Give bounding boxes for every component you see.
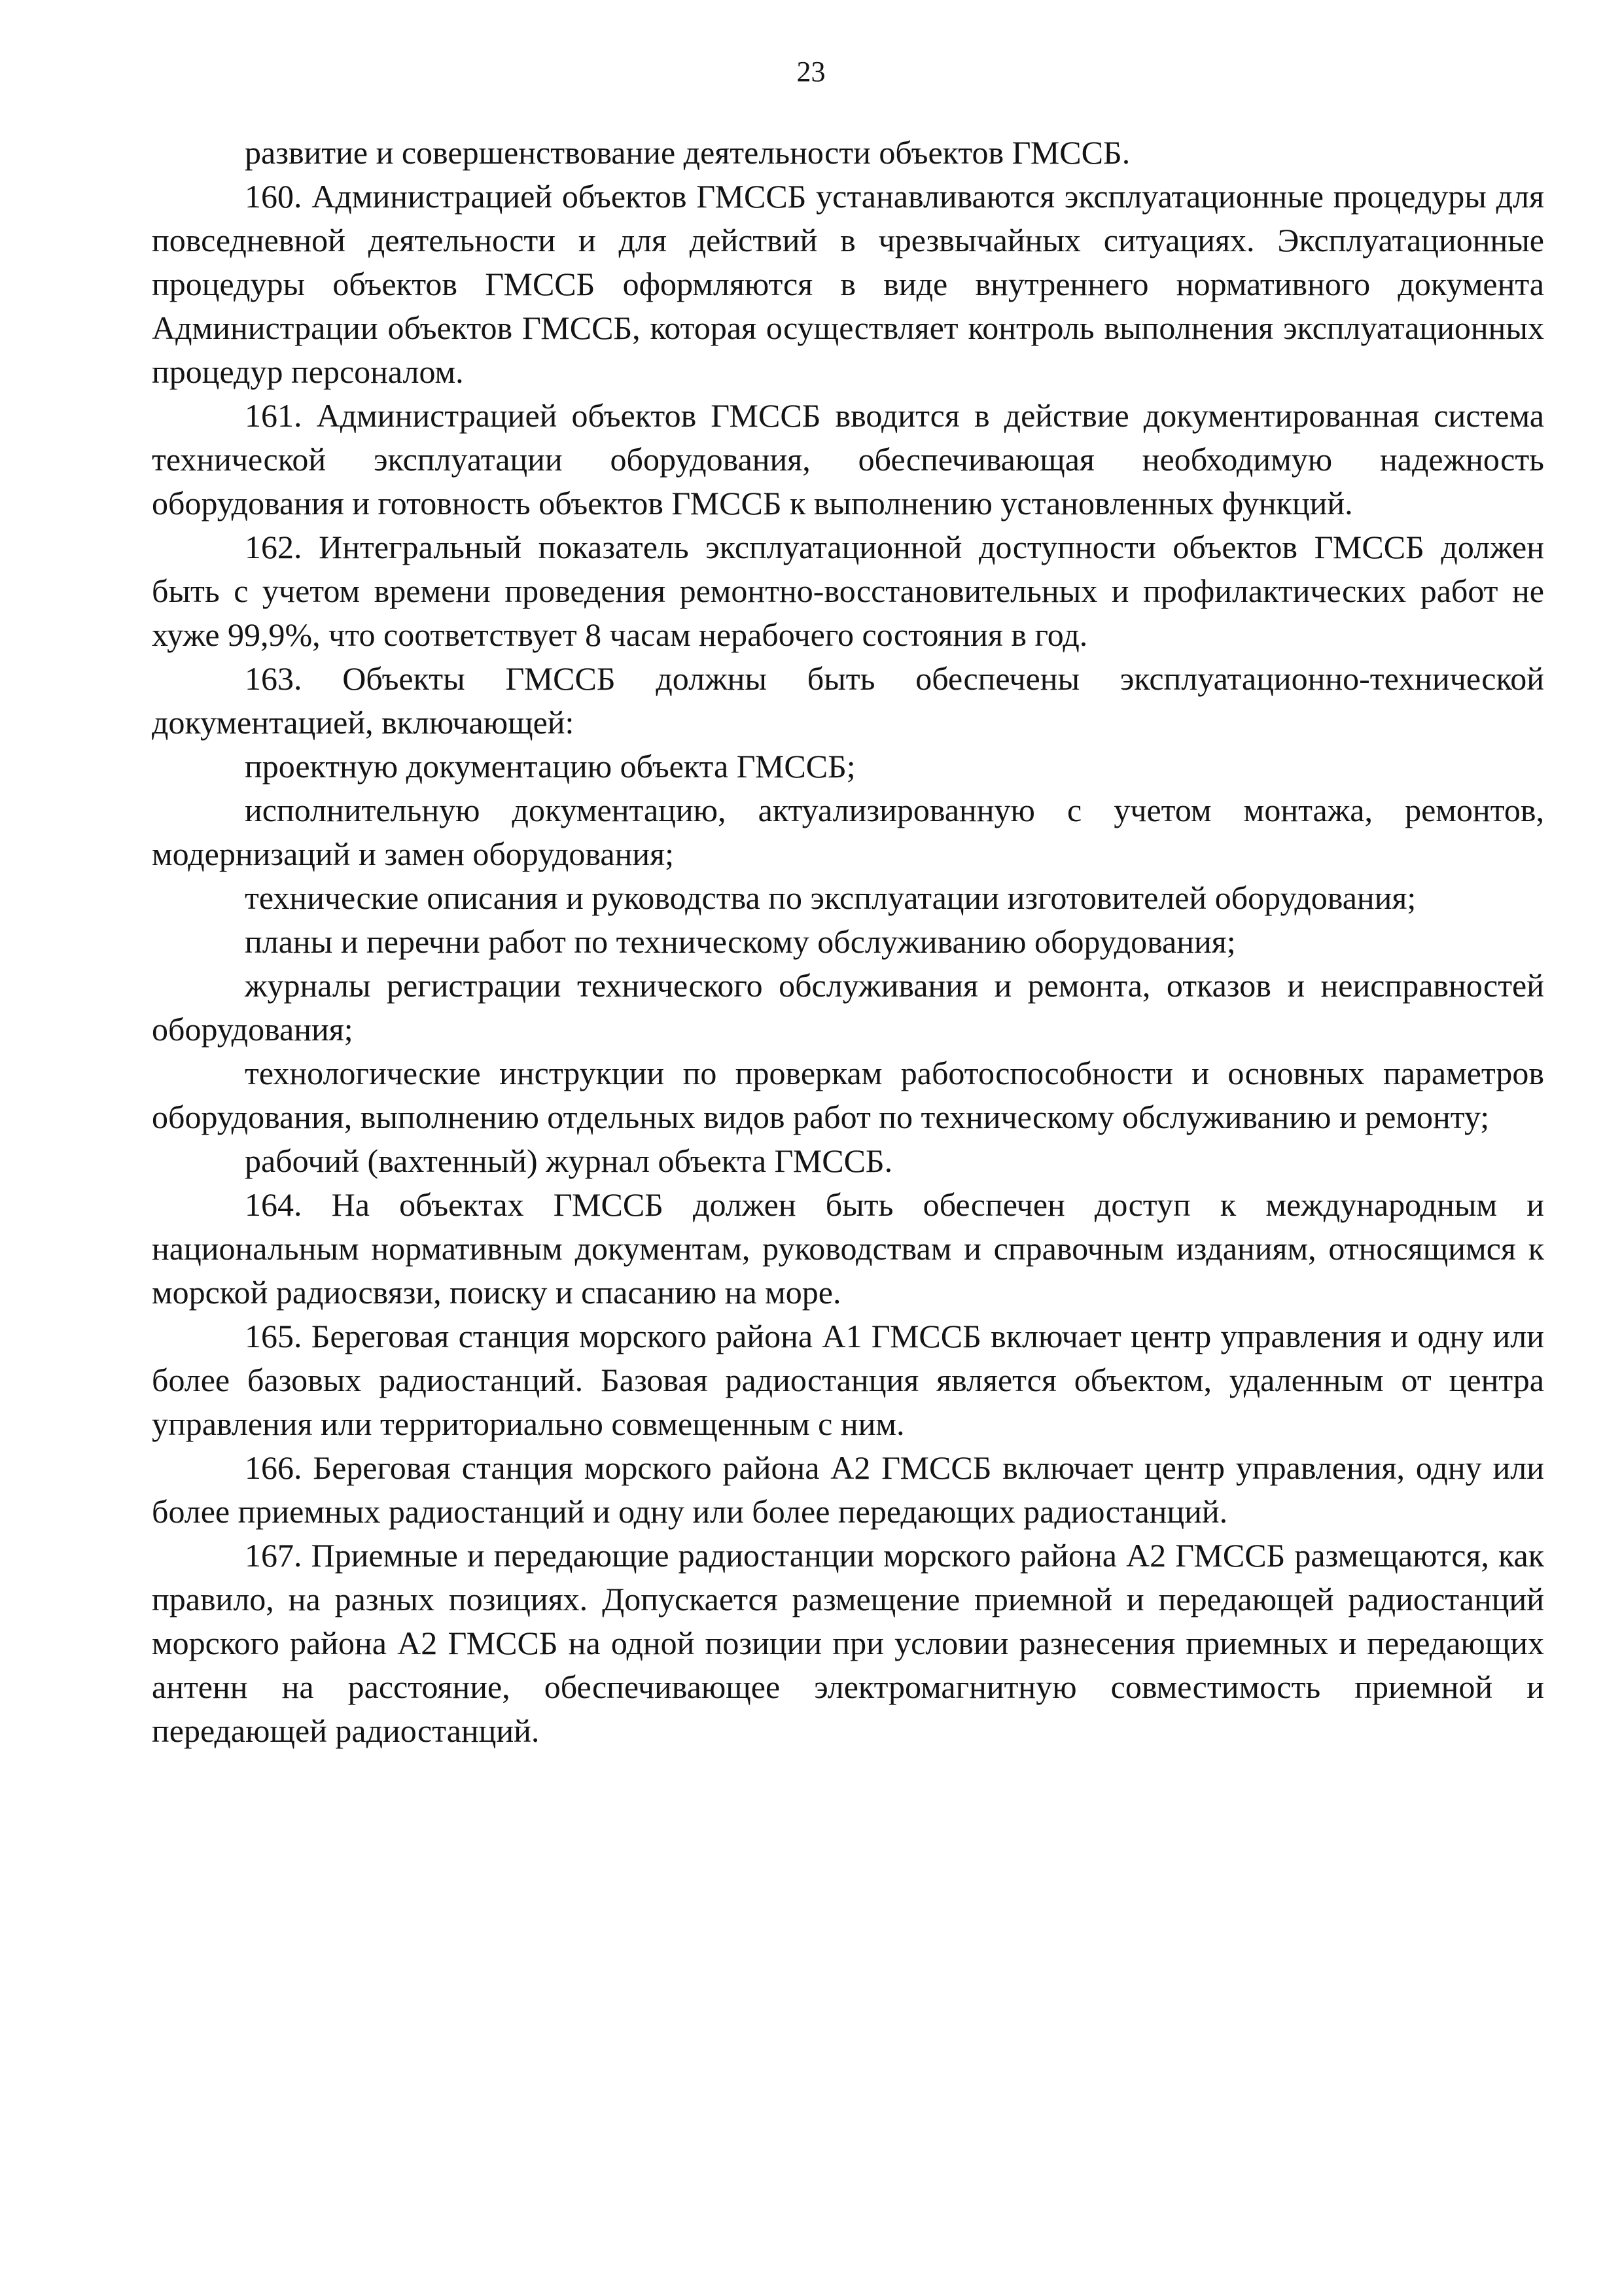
paragraph-166: 166. Береговая станция морского района A2 ГМССБ включает центр управления, одну или более приемных радиостанций и одну или более передающих радиостанций. [152, 1449, 1544, 1530]
list-item: технологические инструкции по проверкам работоспособности и основных параметров оборудования, выполнению отдельных видов работ по техническому обслуживанию и ремонту; [152, 1055, 1544, 1135]
list-item: исполнительную документацию, актуализированную с учетом монтажа, ремонтов, модернизаций и замен оборудования; [152, 792, 1544, 872]
page-number: 23 [796, 56, 826, 88]
paragraph-162: 162. Интегральный показатель эксплуатационной доступности объектов ГМССБ должен быть с учетом времени проведения ремонтно-восстановительных и профилактических работ не хуже 99,9%, что соответствует 8 часам нерабочего состояния в год. [152, 529, 1544, 653]
paragraph-163: 163. Объекты ГМССБ должны быть обеспечены эксплуатационно-технической документацией, включающей: [152, 660, 1544, 741]
paragraph-continuation: развитие и совершенствование деятельности объектов ГМССБ. [245, 134, 1131, 171]
list-item: журналы регистрации технического обслуживания и ремонта, отказов и неисправностей оборудования; [152, 967, 1544, 1048]
list-item: технические описания и руководства по эксплуатации изготовителей оборудования; [245, 879, 1417, 916]
document-body [152, 131, 1544, 1753]
list-item: планы и перечни работ по техническому обслуживанию оборудования; [245, 923, 1236, 960]
paragraph-164: 164. На объектах ГМССБ должен быть обеспечен доступ к международным и национальным нормативным документам, руководствам и справочным изданиям, относящимся к морской радиосвязи, поиску и спасанию на море. [152, 1186, 1544, 1311]
list-item: рабочий (вахтенный) журнал объекта ГМССБ. [245, 1142, 893, 1179]
paragraph-165: 165. Береговая станция морского района A1 ГМССБ включает центр управления и одну или более базовых радиостанций. Базовая радиостанция является объектом, удаленным от центра управления или территориально совмещенным с ним. [152, 1318, 1544, 1442]
paragraph-161: 161. Администрацией объектов ГМССБ вводится в действие документированная система технической эксплуатации оборудования, обеспечивающая необходимую надежность оборудования и готовность объектов ГМССБ к выполнению установленных функций. [152, 397, 1544, 521]
paragraph-167: 167. Приемные и передающие радиостанции морского района A2 ГМССБ размещаются, как правило, на разных позициях. Допускается размещение приемной и передающей радиостанций морского района A2 ГМССБ на одной позиции при условии разнесения приемных и передающих антенн на расстояние, обеспечивающее электромагнитную совместимость приемной и передающей радиостанций. [152, 1537, 1544, 1749]
paragraph-160: 160. Администрацией объектов ГМССБ устанавливаются эксплуатационные процедуры для повседневной деятельности и для действий в чрезвычайных ситуациях. Эксплуатационные процедуры объектов ГМССБ оформляются в виде внутреннего нормативного документа Администрации объектов ГМССБ, которая осуществляет контроль выполнения эксплуатационных процедур персоналом. [152, 178, 1544, 390]
list-item: проектную документацию объекта ГМССБ; [245, 748, 856, 785]
